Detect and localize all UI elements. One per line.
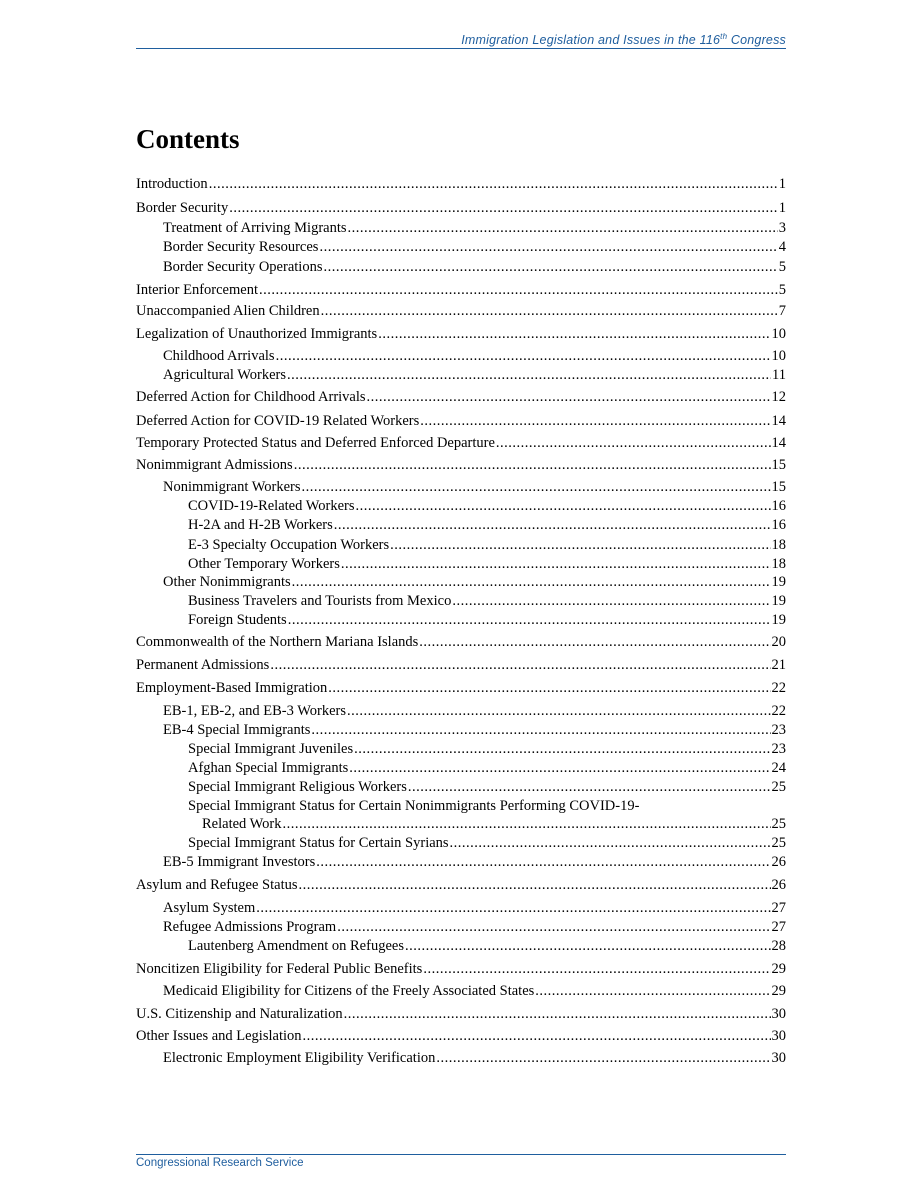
- toc-entry[interactable]: [136, 656, 786, 674]
- toc-leader-dots: [408, 778, 771, 796]
- toc-leader-dots: [349, 759, 770, 777]
- toc-entry[interactable]: [136, 633, 786, 651]
- toc-entry-page[interactable]: 4: [778, 239, 786, 255]
- toc-entry[interactable]: [136, 412, 786, 430]
- toc-leader-dots: [283, 815, 771, 833]
- toc-entry[interactable]: [163, 258, 786, 276]
- toc-entry-label[interactable]: Special Immigrant Religious Workers: [188, 779, 407, 795]
- toc-entry-label[interactable]: H-2A and H-2B Workers: [188, 517, 333, 533]
- toc-entry-label[interactable]: Interior Enforcement: [136, 282, 258, 298]
- toc-entry[interactable]: [136, 876, 786, 894]
- toc-leader-dots: [328, 679, 770, 697]
- toc-entry-label[interactable]: Foreign Students: [188, 612, 287, 628]
- toc-entry-page[interactable]: 1: [778, 200, 786, 216]
- toc-entry[interactable]: [188, 759, 786, 777]
- toc-entry-page[interactable]: 5: [778, 282, 786, 298]
- toc-entry-page[interactable]: 27: [771, 919, 786, 935]
- toc-entry[interactable]: [136, 175, 786, 193]
- toc-entry-page[interactable]: 11: [772, 367, 786, 383]
- toc-entry-label[interactable]: Nonimmigrant Workers: [163, 479, 301, 495]
- toc-entry[interactable]: [136, 1027, 786, 1045]
- toc-leader-dots: [323, 258, 777, 276]
- toc-entry-page[interactable]: 16: [771, 517, 786, 533]
- toc-entry[interactable]: [163, 347, 786, 365]
- toc-entry-label[interactable]: Special Immigrant Status for Certain Syrians: [188, 835, 449, 851]
- toc-entry-page[interactable]: 20: [771, 634, 786, 650]
- toc-entry[interactable]: [163, 721, 786, 739]
- toc-entry[interactable]: [188, 834, 786, 852]
- toc-entry-page[interactable]: 25: [771, 816, 786, 832]
- toc-entry[interactable]: [136, 302, 786, 320]
- toc-entry[interactable]: [136, 325, 786, 343]
- toc-entry-label[interactable]: Nonimmigrant Admissions: [136, 457, 293, 473]
- toc-entry-label[interactable]: Unaccompanied Alien Children: [136, 303, 320, 319]
- page-header: [136, 28, 786, 49]
- toc-leader-dots: [276, 347, 771, 365]
- toc-entry-label[interactable]: Special Immigrant Juveniles: [188, 741, 354, 757]
- toc-entry[interactable]: [188, 611, 786, 629]
- toc-entry-page[interactable]: 26: [771, 854, 786, 870]
- toc-leader-dots: [229, 199, 778, 217]
- toc-entry-label[interactable]: EB-1, EB-2, and EB-3 Workers: [163, 703, 347, 719]
- toc-leader-dots: [354, 740, 770, 758]
- toc-entry[interactable]: [188, 592, 786, 610]
- toc-entry[interactable]: [188, 516, 786, 534]
- toc-leader-dots: [355, 497, 770, 515]
- toc-entry-page[interactable]: 21: [771, 657, 786, 673]
- toc-entry-page[interactable]: 15: [771, 479, 786, 495]
- toc-leader-dots: [390, 536, 770, 554]
- toc-entry-page[interactable]: 28: [771, 938, 786, 954]
- toc-entry-label[interactable]: Lautenberg Amendment on Refugees: [188, 938, 404, 954]
- toc-leader-dots: [378, 325, 770, 343]
- toc-entry-page[interactable]: 30: [771, 1006, 786, 1022]
- toc-leader-dots: [337, 918, 770, 936]
- toc-entry-label[interactable]: Other Issues and Legislation: [136, 1028, 302, 1044]
- toc-entry-page[interactable]: 25: [771, 779, 786, 795]
- toc-entry-label[interactable]: Special Immigrant Status for Certain Nonimmigrants Performing COVID-19-: [188, 798, 640, 814]
- toc-entry-label[interactable]: EB-4 Special Immigrants: [163, 722, 311, 738]
- toc-entry-label[interactable]: Afghan Special Immigrants: [188, 760, 349, 776]
- toc-entry[interactable]: [136, 434, 786, 452]
- toc-entry[interactable]: [163, 573, 786, 591]
- toc-entry[interactable]: [163, 982, 786, 1000]
- toc-entry-label[interactable]: Permanent Admissions: [136, 657, 270, 673]
- toc-entry-page[interactable]: 19: [771, 593, 786, 609]
- toc-entry-label[interactable]: Border Security Resources: [163, 239, 319, 255]
- toc-entry[interactable]: [163, 366, 786, 384]
- toc-entry-label[interactable]: Refugee Admissions Program: [163, 919, 337, 935]
- toc-leader-dots: [303, 1027, 771, 1045]
- header-title-prefix: Immigration Legislation and Issues in the 116: [461, 33, 721, 48]
- toc-entry[interactable]: [163, 918, 786, 936]
- toc-entry-page[interactable]: 24: [771, 760, 786, 776]
- toc-leader-dots: [341, 555, 771, 573]
- toc-leader-dots: [311, 721, 770, 739]
- toc-entry-label[interactable]: E-3 Specialty Occupation Workers: [188, 537, 390, 553]
- toc-entry-label[interactable]: Business Travelers and Tourists from Mexico: [188, 593, 452, 609]
- toc-entry-page[interactable]: 10: [771, 326, 786, 342]
- toc-entry[interactable]: [163, 853, 786, 871]
- toc-entry[interactable]: [163, 702, 786, 720]
- toc-entry-label[interactable]: U.S. Citizenship and Naturalization: [136, 1006, 343, 1022]
- toc-leader-dots: [321, 302, 778, 320]
- toc-entry-label[interactable]: Other Temporary Workers: [188, 556, 340, 572]
- toc-leader-dots: [319, 238, 777, 256]
- toc-entry-page[interactable]: 23: [771, 722, 786, 738]
- toc-entry-label[interactable]: Noncitizen Eligibility for Federal Public Benefits: [136, 961, 423, 977]
- contents-heading: Contents: [136, 124, 240, 154]
- toc-entry[interactable]: [163, 899, 786, 917]
- toc-entry-page[interactable]: 30: [771, 1028, 786, 1044]
- toc-entry-label[interactable]: Deferred Action for Childhood Arrivals: [136, 389, 366, 405]
- toc-entry[interactable]: [163, 238, 786, 256]
- header-title: [461, 32, 786, 47]
- toc-entry-label[interactable]: Commonwealth of the Northern Mariana Islands: [136, 634, 419, 650]
- toc-leader-dots: [436, 1049, 770, 1067]
- toc-entry-label[interactable]: COVID-19-Related Workers: [188, 498, 355, 514]
- toc-entry-page[interactable]: 10: [771, 348, 786, 364]
- toc-entry-page[interactable]: 1: [778, 176, 786, 192]
- toc-entry-page[interactable]: 18: [771, 556, 786, 572]
- toc-entry[interactable]: [136, 1005, 786, 1023]
- toc-leader-dots: [347, 702, 770, 720]
- toc-entry-page[interactable]: 5: [778, 259, 786, 275]
- toc-entry-page[interactable]: 7: [778, 303, 786, 319]
- toc-entry-label[interactable]: Temporary Protected Status and Deferred Enforced Departure: [136, 435, 495, 451]
- toc-entry-page[interactable]: 15: [771, 457, 786, 473]
- toc-leader-dots: [270, 656, 770, 674]
- toc-entry-label[interactable]: Border Security: [136, 200, 229, 216]
- toc-leader-dots: [367, 388, 771, 406]
- toc-entry[interactable]: [136, 679, 786, 697]
- toc-entry-label[interactable]: Introduction: [136, 176, 208, 192]
- toc-entry[interactable]: [188, 778, 786, 796]
- toc-entry-page[interactable]: 23: [771, 741, 786, 757]
- toc-leader-dots: [419, 633, 770, 651]
- toc-leader-dots: [535, 982, 770, 1000]
- toc-entry-label[interactable]: Treatment of Arriving Migrants: [163, 220, 347, 236]
- footer-text: Congressional Research Service: [136, 1157, 304, 1169]
- toc-entry-page[interactable]: 3: [778, 220, 786, 236]
- toc-entry-page[interactable]: 12: [771, 389, 786, 405]
- toc-entry[interactable]: [188, 497, 786, 515]
- toc-leader-dots: [209, 175, 778, 193]
- toc-entry-label-cont[interactable]: Related Work: [202, 816, 282, 832]
- toc-entry-page[interactable]: 14: [771, 413, 786, 429]
- toc-entry-label[interactable]: Asylum System: [163, 900, 256, 916]
- header-title-suffix: Congress: [727, 33, 786, 48]
- toc-entry[interactable]: [163, 478, 786, 496]
- toc-entry-page[interactable]: 22: [771, 680, 786, 696]
- toc-leader-dots: [405, 937, 771, 955]
- toc-entry-label[interactable]: Border Security Operations: [163, 259, 323, 275]
- toc-leader-dots: [287, 366, 771, 384]
- toc-entry-page[interactable]: 29: [771, 983, 786, 999]
- toc-leader-dots: [496, 434, 771, 452]
- toc-entry[interactable]: [163, 1049, 786, 1067]
- toc-entry-page[interactable]: 16: [771, 498, 786, 514]
- toc-leader-dots: [292, 573, 771, 591]
- toc-entry[interactable]: [188, 555, 786, 573]
- toc-entry-page[interactable]: 19: [771, 612, 786, 628]
- toc-entry-page[interactable]: 19: [771, 574, 786, 590]
- toc-leader-dots: [420, 412, 770, 430]
- page-footer: [136, 1154, 786, 1169]
- toc-leader-dots: [302, 478, 771, 496]
- toc-entry[interactable]: [188, 536, 786, 554]
- toc-entry[interactable]: [136, 281, 786, 299]
- toc-leader-dots: [450, 834, 771, 852]
- toc-entry-page[interactable]: 26: [771, 877, 786, 893]
- toc-leader-dots: [334, 516, 771, 534]
- toc-entry-page[interactable]: 22: [771, 703, 786, 719]
- toc-entry-page[interactable]: 18: [771, 537, 786, 553]
- toc-leader-dots: [294, 456, 771, 474]
- toc-entry-label[interactable]: Deferred Action for COVID-19 Related Workers: [136, 413, 420, 429]
- toc-leader-dots: [423, 960, 770, 978]
- toc-entry-page[interactable]: 27: [771, 900, 786, 916]
- toc-leader-dots: [288, 611, 771, 629]
- toc-entry[interactable]: [202, 815, 786, 833]
- toc-leader-dots: [348, 219, 778, 237]
- toc-entry-page[interactable]: 30: [771, 1050, 786, 1066]
- toc-entry-label[interactable]: Asylum and Refugee Status: [136, 877, 298, 893]
- toc-leader-dots: [299, 876, 771, 894]
- toc-leader-dots: [344, 1005, 771, 1023]
- toc-leader-dots: [316, 853, 770, 871]
- toc-entry[interactable]: [188, 740, 786, 758]
- toc-entry-label[interactable]: Legalization of Unauthorized Immigrants: [136, 326, 378, 342]
- toc-entry-label[interactable]: Medicaid Eligibility for Citizens of the Freely Associated States: [163, 983, 535, 999]
- toc-entry-label[interactable]: Electronic Employment Eligibility Verification: [163, 1050, 436, 1066]
- toc-entry-page[interactable]: 25: [771, 835, 786, 851]
- toc-entry-page[interactable]: 14: [771, 435, 786, 451]
- toc-entry-label[interactable]: Childhood Arrivals: [163, 348, 275, 364]
- toc-entry-label[interactable]: EB-5 Immigrant Investors: [163, 854, 316, 870]
- toc-leader-dots: [259, 281, 778, 299]
- toc-entry[interactable]: [136, 456, 786, 474]
- toc-entry-label[interactable]: Other Nonimmigrants: [163, 574, 291, 590]
- toc-entry-page[interactable]: 29: [771, 961, 786, 977]
- toc-entry-label[interactable]: Agricultural Workers: [163, 367, 286, 383]
- toc-leader-dots: [452, 592, 770, 610]
- header-title-sup: th: [720, 32, 728, 41]
- toc-entry[interactable]: [163, 219, 786, 237]
- toc-entry-label[interactable]: Employment-Based Immigration: [136, 680, 328, 696]
- toc-entry[interactable]: [136, 388, 786, 406]
- toc-entry[interactable]: [136, 199, 786, 217]
- toc-entry[interactable]: [188, 937, 786, 955]
- toc-entry[interactable]: [136, 960, 786, 978]
- toc-leader-dots: [256, 899, 770, 917]
